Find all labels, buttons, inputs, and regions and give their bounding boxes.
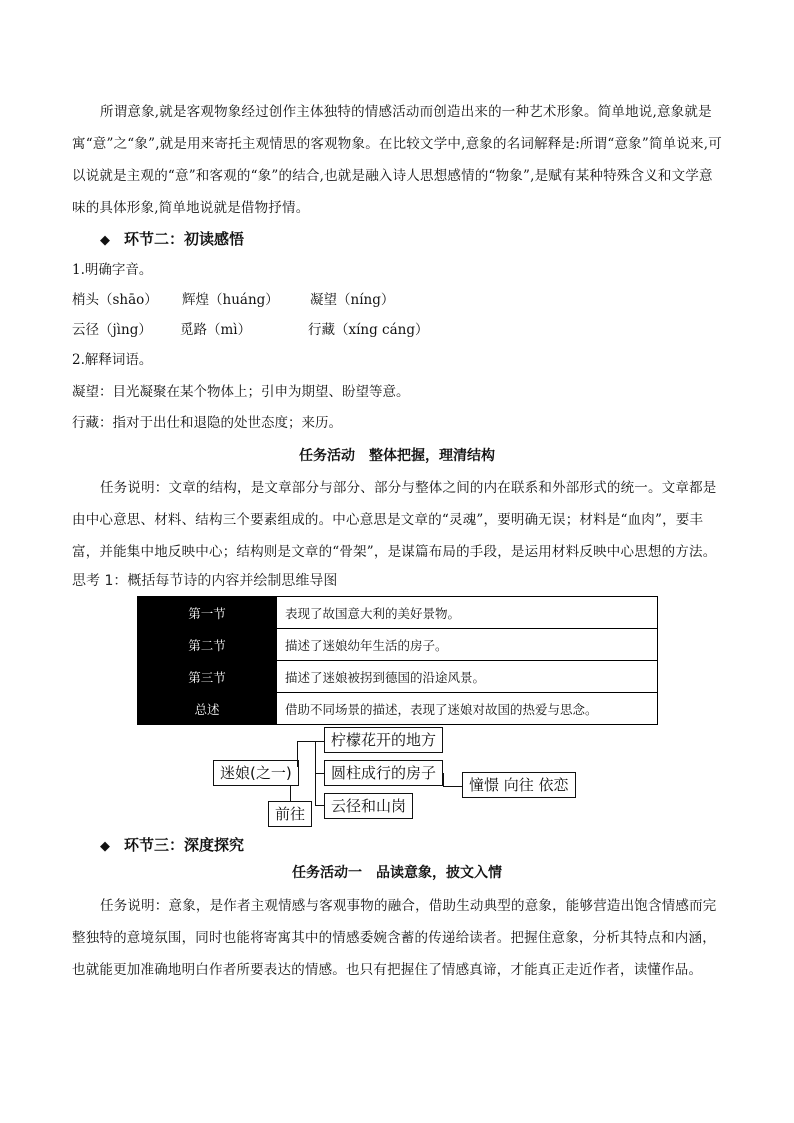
section-2-title: 环节二：初读感悟 bbox=[124, 230, 245, 248]
mindmap-branch: 前往 bbox=[268, 801, 312, 827]
item-definitions: 2.解释词语。 bbox=[72, 352, 153, 368]
connector-line bbox=[315, 773, 324, 774]
mindmap-leaf: 云径和山岗 bbox=[324, 793, 413, 819]
diamond-bullet-icon: ◆ bbox=[100, 233, 110, 248]
definition-1: 凝望：目光凝聚在某个物体上；引申为期望、盼望等意。 bbox=[72, 384, 410, 400]
table-key: 第二节 bbox=[138, 629, 277, 661]
section-3-heading bbox=[100, 834, 244, 855]
table-value: 描述了迷娘被拐到德国的沿途风景。 bbox=[277, 661, 658, 693]
pinyin-entry: 觅路（mì） bbox=[180, 322, 252, 338]
table-key: 总述 bbox=[138, 693, 277, 725]
connector-line bbox=[297, 741, 324, 742]
section-2-heading bbox=[100, 228, 244, 249]
pinyin-entry: 凝望（níng） bbox=[310, 292, 395, 308]
pinyin-entry: 行藏（xíng cáng） bbox=[308, 322, 429, 338]
connector-line bbox=[290, 786, 291, 801]
connector-line bbox=[297, 741, 298, 767]
connector-line bbox=[315, 805, 324, 806]
mindmap-leaf: 圆柱成行的房子 bbox=[324, 760, 443, 786]
pinyin-row-1 bbox=[72, 290, 394, 310]
diamond-bullet-icon: ◆ bbox=[100, 839, 110, 854]
table-value: 描述了迷娘幼年生活的房子。 bbox=[277, 629, 658, 661]
section-summary-table bbox=[137, 596, 658, 725]
connector-line bbox=[443, 786, 462, 787]
mindmap-root: 迷娘(之一) bbox=[213, 760, 299, 786]
definition-2: 行藏：指对于出仕和退隐的处世态度；来历。 bbox=[72, 415, 342, 431]
think-prompt: 思考 1：概括每节诗的内容并绘制思维导图 bbox=[72, 573, 338, 589]
table-value: 表现了故国意大利的美好景物。 bbox=[277, 597, 658, 629]
item-pronunciation: 1.明确字音。 bbox=[72, 262, 153, 278]
table-key: 第一节 bbox=[138, 597, 277, 629]
pinyin-entry: 辉煌（huáng） bbox=[182, 292, 279, 308]
section-3-title: 环节三：深度探究 bbox=[124, 836, 245, 854]
mindmap-leaf: 柠檬花开的地方 bbox=[324, 727, 443, 753]
mindmap-emotion: 憧憬 向往 依恋 bbox=[462, 772, 576, 798]
task-2-description: 任务说明：意象，是作者主观情感与客观事物的融合，借助生动典型的意象，能够营造出饱含情感而完整独特的意境氛围，同时也能将寄寓其中的情感委婉含蓄的传递给读者。把握住意象，分析其特点和内涵，也就能更加准确地明白作者所要表达的情感。也只有把握住了情感真谛，才能真正走近作者，读懂作品。 bbox=[72, 898, 717, 978]
table-row bbox=[138, 597, 658, 629]
pinyin-entry: 云径（jìng） bbox=[72, 322, 152, 338]
task-1-title: 任务活动 整体把握，理清结构 bbox=[299, 448, 495, 464]
table-key: 第三节 bbox=[138, 661, 277, 693]
connector-line bbox=[443, 773, 444, 787]
task-1-description: 任务说明：文章的结构，是文章部分与部分、部分与整体之间的内在联系和外部形式的统一。文章都是由中心意思、材料、结构三个要素组成的。中心意思是文章的“灵魂”，要明确无误；材料是“血肉”，要丰富，并能集中地反映中心；结构则是文章的“骨架”，是谋篇布局的手段，是运用材料反映中心思想的方法。 bbox=[72, 480, 717, 560]
table-value: 借助不同场景的描述，表现了迷娘对故国的热爱与思念。 bbox=[277, 693, 658, 725]
intro-paragraph: 所谓意象,就是客观物象经过创作主体独特的情感活动而创造出来的一种艺术形象。简单地说,意象就是寓“意”之“象”,就是用来寄托主观情思的客观物象。在比较文学中,意象的名词解释是:所谓“意象”简单说来,可以说就是主观的“意”和客观的“象”的结合,也就是融入诗人思想感情的“物象”,是赋有某种特殊含义和文学意味的具体形象,简单地说就是借物抒情。 bbox=[72, 104, 722, 216]
pinyin-entry: 梢头（shāo） bbox=[72, 292, 158, 308]
table-row bbox=[138, 629, 658, 661]
pinyin-row-2 bbox=[72, 320, 429, 340]
table-row bbox=[138, 693, 658, 725]
table-row bbox=[138, 661, 658, 693]
task-2-title: 任务活动一 品读意象，披文入情 bbox=[292, 865, 502, 881]
